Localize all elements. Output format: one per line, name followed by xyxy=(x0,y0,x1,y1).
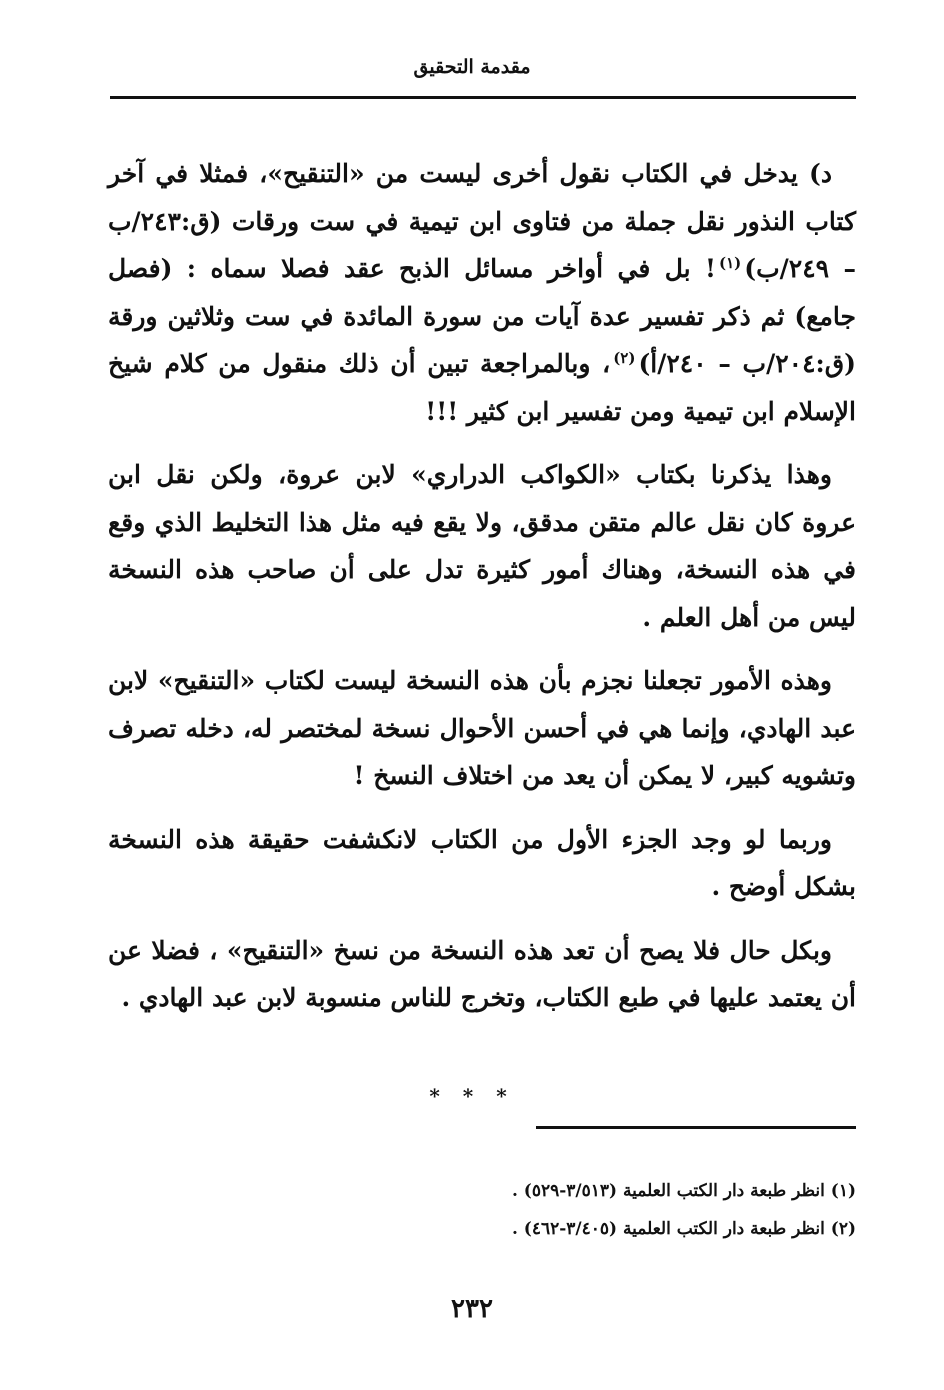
footnotes xyxy=(108,1172,856,1248)
paragraph-3: وهذه الأمور تجعلنا نجزم بأن هذه النسخة ليست لكتاب «التنقيح» لابن عبد الهادي، وإنما هي في أحسن الأحوال نسخة لمختصر له، دخله تصرف وتشويه كبير، لا يمكن أن يعد من اختلاف النسخ ! xyxy=(108,666,856,790)
running-header-title: مقدمة التحقيق xyxy=(413,56,531,78)
paragraph-d-part-3: ، وبالمراجعة تبين أن ذلك منقول من كلام شيخ الإسلام ابن تيمية ومن تفسير ابن كثير !!! xyxy=(108,349,856,426)
footnote-1: (١) انظر طبعة دار الكتب العلمية (٣/٥١٣-٥٢٩) . xyxy=(511,1181,856,1201)
page-number: ٢٣٢ xyxy=(451,1294,493,1324)
header-divider xyxy=(110,96,856,99)
paragraph-5: وبكل حال فلا يصح أن تعد هذه النسخة من نسخ «التنقيح» ، فضلا عن أن يعتمد عليها في طبع الكتاب، وتخرج للناس منسوبة لابن عبد الهادي . xyxy=(108,935,856,1012)
footnote-2: (٢) انظر طبعة دار الكتب العلمية (٣/٤٠٥-٤٦٢) . xyxy=(511,1219,856,1239)
footnote-divider xyxy=(536,1126,856,1129)
section-separator: * * * xyxy=(429,1084,515,1108)
paragraph-d-part-2: ! بل في أواخر مسائل الذبح عقد فصلا سماه : (فصل جامع) ثم ذكر تفسير عدة آيات من سورة المائدة في ست وثلاثين ورقة (ق:٢٠٤/ب – ٢٤٠/أ) xyxy=(108,254,856,378)
paragraph-2: وهذا يذكرنا بكتاب «الكواكب الدراري» لابن عروة، ولكن نقل ابن عروة كان نقل عالم متقن مدقق، ولا يقع فيه مثل هذا التخليط الذي وقع في هذه النسخة، وهناك أمور كثيرة تدل على أن صاحب هذه النسخة ليس من أهل العلم . xyxy=(108,460,856,632)
paragraph-d xyxy=(108,150,856,435)
paragraph-4: وربما لو وجد الجزء الأول من الكتاب لانكشفت حقيقة هذه النسخة بشكل أوضح . xyxy=(108,824,856,901)
paragraph-d-part-1: د) يدخل في الكتاب نقول أخرى ليست من «التنقيح»، فمثلا في آخر كتاب النذور نقل جملة من فتاوى ابن تيمية في ست ورقات (ق:٢٤٣/ب – ٢٤٩/ب) xyxy=(108,159,856,283)
main-text xyxy=(108,150,856,1038)
footnote-ref-1: (١) xyxy=(719,253,742,272)
footnote-ref-2: (٢) xyxy=(613,348,636,367)
